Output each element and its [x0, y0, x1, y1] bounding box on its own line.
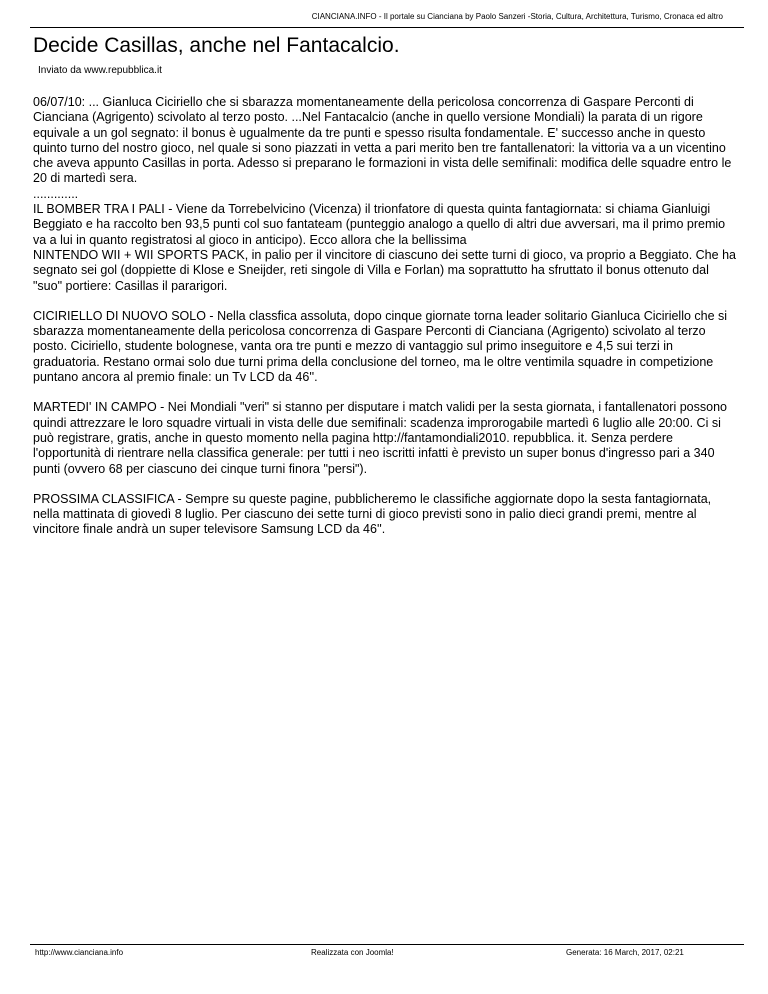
article-ellipsis: ............. [33, 186, 79, 201]
article-paragraph-text: NINTENDO WII + WII SPORTS PACK, in palio per il vincitore di ciascuno dei sette turni di gioco, va proprio a Beggiato. Che ha segnato sei gol (doppiette di Klose e Sneijder, reti singole di Villa e Forlan) ma soprattutto ha sfruttato il bonus ottenuto dal "suo" portiere: Casillas il pararigori. [33, 247, 736, 293]
article-paragraph: CICIRIELLO DI NUOVO SOLO - Nella classfica assoluta, dopo cinque giornate torna leader solitario Gianluca Ciciriello che si sbarazza momentaneamente della pericolosa concorrenza di Gaspare Perconti di Cianciana (Agrigento) scivolato al terzo posto. Ciciriello, studente bolognese, vanta ora tre punti e mezzo di vantaggio sul primo inseguitore e 4,5 sui terzi in graduatoria. Restano ormai solo due turni prima della conclusione del torneo, ma le oltre ventimila squadre in competizione puntano ancora al premio finale: un Tv LCD da 46''. [33, 308, 728, 385]
site-header-line: CIANCIANA.INFO - Il portale su Cianciana by Paolo Sanzeri -Storia, Cultura, Architettura, Turismo, Cronaca ed altro [311, 12, 723, 21]
article-paragraph-text: IL BOMBER TRA I PALI - Viene da Torrebelvicino (Vicenza) il trionfatore di questa quinta fantagiornata: si chiama Gianluigi Beggiato e ha raccolto ben 93,5 punti col suo fantateam (punteggio analogo a quello di altri due avversari, ma il primo premio va a lui in quanto registratosi al gioco in anticipo). Ecco allora che la bellissima [33, 202, 726, 247]
footer-divider [30, 944, 744, 945]
article-paragraph: PROSSIMA CLASSIFICA - Sempre su queste pagine, pubblicheremo le classifiche aggiornate dopo la sesta fantagiornata, nella mattinata di giovedì 8 luglio. Per ciascuno dei sette turni di gioco previsti sono in palio dieci grandi premi, mentre al vincitore finale andrà un super televisore Samsung LCD da 46''. [33, 491, 712, 537]
article-title: Decide Casillas, anche nel Fantacalcio. [33, 34, 400, 57]
footer-generated-date: Generata: 16 March, 2017, 02:21 [566, 948, 684, 957]
article-paragraph [33, 95, 737, 294]
header-divider [30, 27, 744, 28]
footer-site-url: http://www.cianciana.info [35, 948, 124, 957]
article-body [33, 95, 737, 553]
article-paragraph: MARTEDI' IN CAMPO - Nei Mondiali "veri" si stanno per disputare i match validi per la sesta giornata, i fantallenatori possono quindi attrezzare le loro squadre virtuali in vista delle due semifinali: scadenza improrogabile martedì 6 luglio alle 20:00. Ci si può registrare, gratis, anche in questo momento nella pagina http://fantamondiali2010. repubblica. it. Senza perdere l'opportunità di rientrare nella classifica generale: per tutti i neo iscritti infatti è previsto un super bonus d'ingresso pari a 340 punti (ovvero 68 per ciascuno dei cinque turni finora "persi"). [33, 400, 727, 476]
footer-credit: Realizzata con Joomla! [311, 948, 394, 957]
article-paragraph-text: 06/07/10: ... Gianluca Ciciriello che si sbarazza momentaneamente della pericolosa concorrenza di Gaspare Perconti di Cianciana (Agrigento) scivolato al terzo posto. ...Nel Fantacalcio (anche in quello versione Mondiali) la parata di un rigore equivale a un gol segnato: il bonus è ugualmente da tre punti e spesso risulta fondamentale. E' successo anche in questo quinto turno del nostro gioco, nel quale si sono piazzati in vetta a pari merito ben tre fantallenatori: la vittoria va a un vicentino che aveva appunto Casillas in porta. Adesso si preparano le formazioni in vista delle semifinali: modifica delle squadre entro le 20 di martedì sera. [33, 95, 732, 186]
article-source: Inviato da www.repubblica.it [38, 65, 162, 76]
